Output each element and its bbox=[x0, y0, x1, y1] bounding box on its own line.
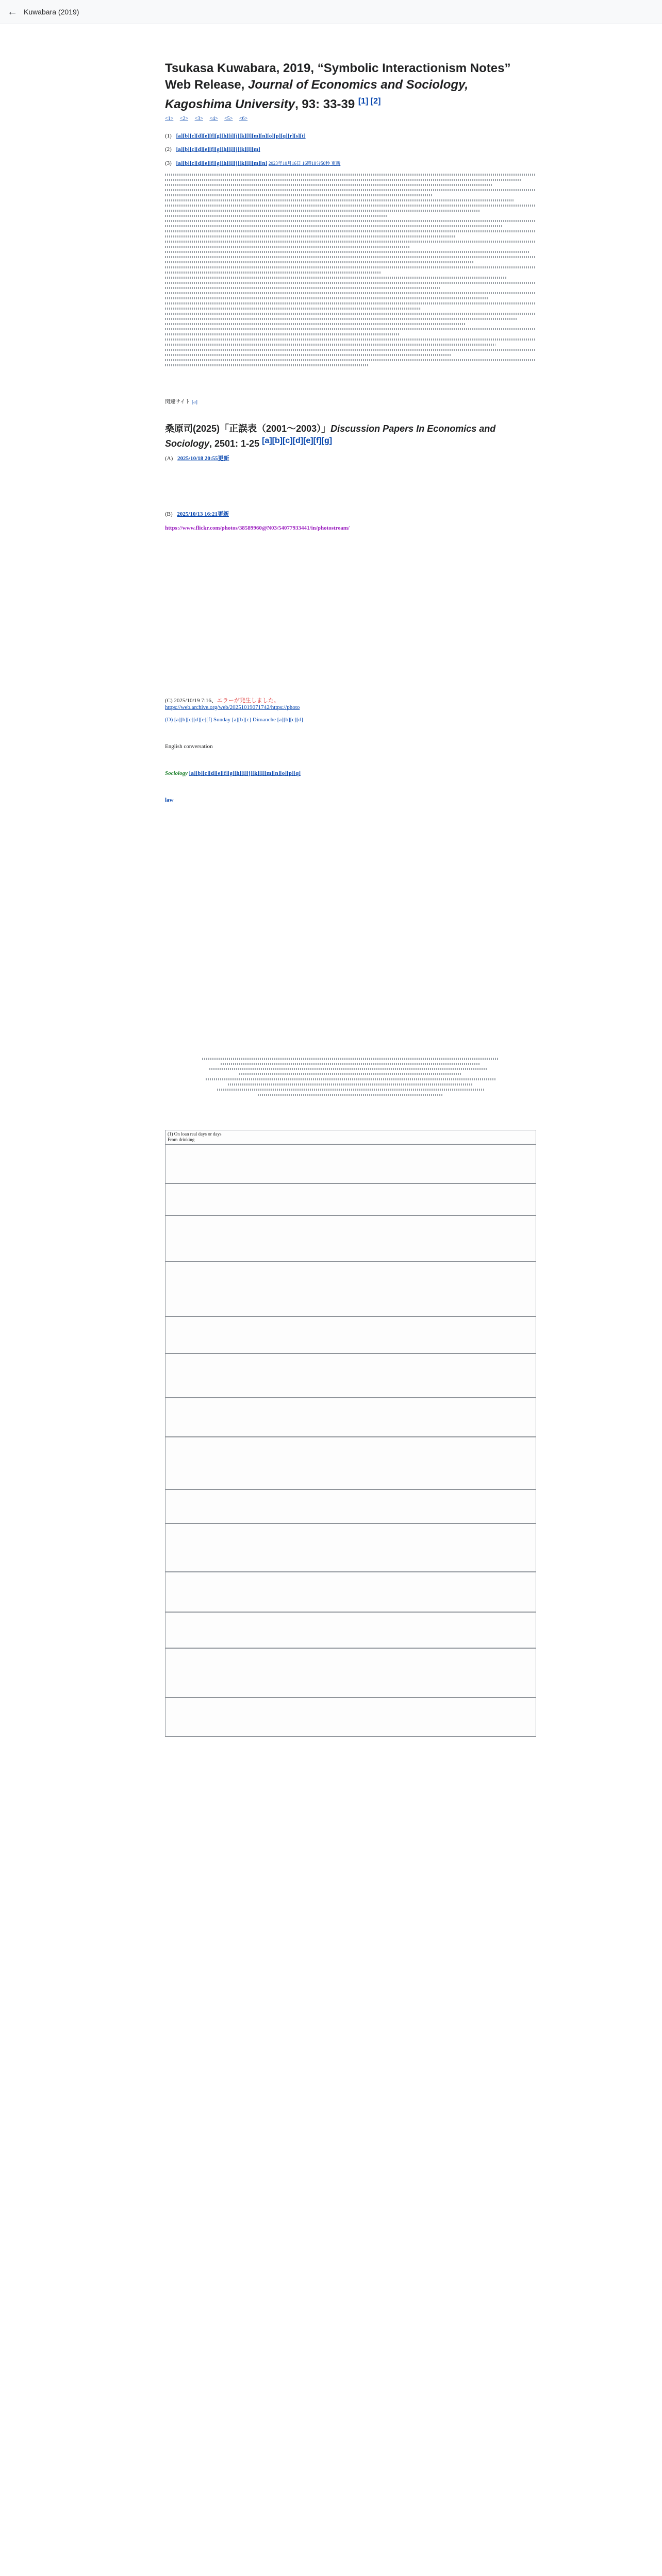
flickr-url-item[interactable] bbox=[165, 671, 536, 677]
entry-label: (B) bbox=[165, 511, 173, 517]
flickr-url-item[interactable] bbox=[165, 622, 536, 628]
flickr-url-item[interactable] bbox=[165, 684, 536, 690]
entry-link[interactable]: [a][b][c][d][e][f][g][h][i][j][k][l][m][n][o][p][q][r][s][t] bbox=[176, 133, 306, 139]
back-arrow-icon[interactable]: ← bbox=[7, 6, 18, 18]
sociology-refs[interactable]: [a][b][c][d][e][f][g][h][i][j][k][l][m][n][o][p][q] bbox=[189, 770, 301, 776]
archive-header bbox=[165, 1130, 536, 1144]
day-links-line: (D) [a][b][c][d][e][f] Sunday [a][b][c] Dimanche [a][b][c][d] bbox=[165, 717, 303, 723]
cited-line[interactable] bbox=[165, 1007, 536, 1032]
cited-line[interactable] bbox=[165, 873, 536, 898]
archive-row[interactable] bbox=[165, 1353, 536, 1398]
flickr-url-item[interactable] bbox=[165, 640, 536, 647]
title-journal: Journal of Economics and Sociology, Kagoshima University bbox=[165, 78, 469, 111]
nav-link[interactable]: <2> bbox=[179, 116, 189, 122]
entry-note[interactable]: 2023年10月16日 16時18分50秒 更新 bbox=[268, 161, 341, 166]
nav-link[interactable]: <3> bbox=[194, 116, 203, 122]
url-item[interactable] bbox=[177, 469, 500, 476]
archive-row[interactable] bbox=[165, 1437, 536, 1489]
entry-label: (2) bbox=[165, 146, 172, 152]
title-references[interactable]: [1] [2] bbox=[358, 97, 381, 106]
url-list bbox=[177, 469, 536, 500]
section-entry-a bbox=[165, 454, 536, 462]
flickr-url-item[interactable] bbox=[165, 609, 536, 616]
flickr-url-item[interactable] bbox=[165, 628, 536, 634]
sociology-row bbox=[165, 770, 536, 776]
related-sites bbox=[165, 397, 536, 405]
entry-3 bbox=[165, 160, 536, 166]
flickr-url-item[interactable] bbox=[165, 535, 536, 541]
flickr-url-item[interactable] bbox=[165, 566, 536, 572]
sociology-label: Sociology bbox=[165, 770, 188, 776]
archive-row[interactable] bbox=[165, 1612, 536, 1648]
centered-text-block bbox=[165, 1058, 536, 1096]
entry-label: (A) bbox=[165, 455, 173, 462]
section-entry-b bbox=[165, 510, 536, 518]
archive-row[interactable] bbox=[165, 1262, 536, 1316]
cited-line[interactable] bbox=[165, 900, 536, 925]
flickr-url-list bbox=[165, 535, 536, 690]
nav-link[interactable]: <5> bbox=[224, 116, 233, 122]
cited-line[interactable] bbox=[165, 954, 536, 978]
archive-row[interactable] bbox=[165, 1215, 536, 1262]
archive-row[interactable] bbox=[165, 1698, 536, 1737]
url-item[interactable] bbox=[177, 488, 428, 494]
archive-row[interactable] bbox=[165, 1648, 536, 1698]
flickr-url-item[interactable] bbox=[165, 548, 536, 554]
archive-row[interactable] bbox=[165, 1144, 536, 1183]
english-conversation[interactable]: English conversation bbox=[165, 743, 213, 750]
main-content bbox=[165, 24, 536, 1737]
flickr-url-item[interactable] bbox=[165, 572, 536, 579]
top-bar bbox=[0, 0, 662, 24]
cited-line[interactable] bbox=[165, 980, 536, 1005]
entry-label: (3) bbox=[165, 160, 172, 166]
flickr-url-item[interactable] bbox=[165, 554, 536, 560]
entry-link[interactable]: 2025/10/13 16:21更新 bbox=[177, 511, 229, 517]
archive-header-text: (1) On loan real days or days bbox=[168, 1131, 222, 1137]
flickr-url-item[interactable] bbox=[165, 653, 536, 659]
flickr-header-link[interactable]: https://www.flickr.com/photos/38589960@N03/54077933441/in/photostream/ bbox=[165, 525, 350, 531]
archive-row[interactable] bbox=[165, 1316, 536, 1353]
body-text-block bbox=[165, 174, 536, 366]
flickr-url-item[interactable] bbox=[165, 634, 536, 640]
section-title-tail: , 2501: 1-25 bbox=[209, 438, 260, 449]
flickr-url-item[interactable] bbox=[165, 659, 536, 665]
flickr-url-item[interactable] bbox=[165, 591, 536, 597]
flickr-url-item[interactable] bbox=[165, 616, 536, 622]
related-sites-label: 関連サイト bbox=[165, 399, 191, 405]
title-tail: , 93: 33-39 bbox=[295, 97, 355, 111]
flickr-url-item[interactable] bbox=[165, 665, 536, 671]
archive-row[interactable] bbox=[165, 1183, 536, 1215]
page-tab-title: Kuwabara (2019) bbox=[24, 8, 79, 16]
flickr-url-item[interactable] bbox=[165, 597, 536, 603]
entry-link[interactable]: [a][b][c][d][e][f][g][h][i][j][k][l][m][n] bbox=[176, 160, 268, 166]
archive-row[interactable] bbox=[165, 1523, 536, 1572]
citation-block bbox=[165, 873, 536, 1032]
flickr-url-item[interactable] bbox=[165, 560, 536, 566]
flickr-url-item[interactable] bbox=[165, 585, 536, 591]
entry-label: (1) bbox=[165, 133, 172, 139]
url-item[interactable] bbox=[177, 476, 472, 482]
archive-row[interactable] bbox=[165, 1398, 536, 1437]
section-title-main: 桑原司(2025)「正誤表（2001〜2003）」 bbox=[165, 423, 331, 434]
flickr-url-item[interactable] bbox=[165, 541, 536, 548]
archive-table bbox=[165, 1130, 536, 1737]
url-item[interactable] bbox=[177, 482, 493, 488]
note-error: エラーが発生しました。 bbox=[217, 698, 279, 704]
cited-line[interactable] bbox=[165, 927, 536, 952]
entry-2 bbox=[165, 146, 536, 152]
title-main: Tsukasa Kuwabara, 2019, “Symbolic Interactionism Notes” Web Release, bbox=[165, 61, 511, 92]
note-label: (C) bbox=[165, 698, 173, 704]
section-nav bbox=[165, 116, 536, 122]
entry-link[interactable]: 2025/10/18 20:55更新 bbox=[177, 455, 229, 462]
nav-link[interactable]: <4> bbox=[209, 116, 218, 122]
flickr-url-item[interactable] bbox=[165, 579, 536, 585]
flickr-url-item[interactable] bbox=[165, 647, 536, 653]
entry-1 bbox=[165, 133, 536, 139]
entry-link[interactable]: [a][b][c][d][e][f][g][h][i][j][k][l][m] bbox=[176, 146, 260, 152]
section-title bbox=[165, 422, 536, 450]
nav-link[interactable]: <1> bbox=[165, 116, 174, 122]
note-link[interactable]: https://web.archive.org/web/20251019071742/https://photo bbox=[165, 704, 300, 710]
url-item[interactable] bbox=[177, 494, 486, 500]
flickr-url-item[interactable] bbox=[165, 677, 536, 684]
related-sites-ref[interactable]: [a] bbox=[191, 399, 197, 405]
section-references[interactable]: [a][b][c][d][e][f][g] bbox=[262, 436, 333, 445]
page-title bbox=[165, 60, 536, 113]
archive-row[interactable] bbox=[165, 1572, 536, 1612]
flickr-url-item[interactable] bbox=[165, 603, 536, 609]
archive-row[interactable] bbox=[165, 1489, 536, 1523]
section-title-italic: Discussion Papers In Economics and Sociology bbox=[165, 423, 496, 449]
law-link[interactable]: law bbox=[165, 797, 174, 803]
note-text: 2025/10/19 7:16、 bbox=[174, 698, 217, 704]
archive-from-text: From drinking bbox=[168, 1137, 195, 1142]
nav-link[interactable]: <6> bbox=[239, 116, 248, 122]
status-note bbox=[165, 696, 536, 710]
